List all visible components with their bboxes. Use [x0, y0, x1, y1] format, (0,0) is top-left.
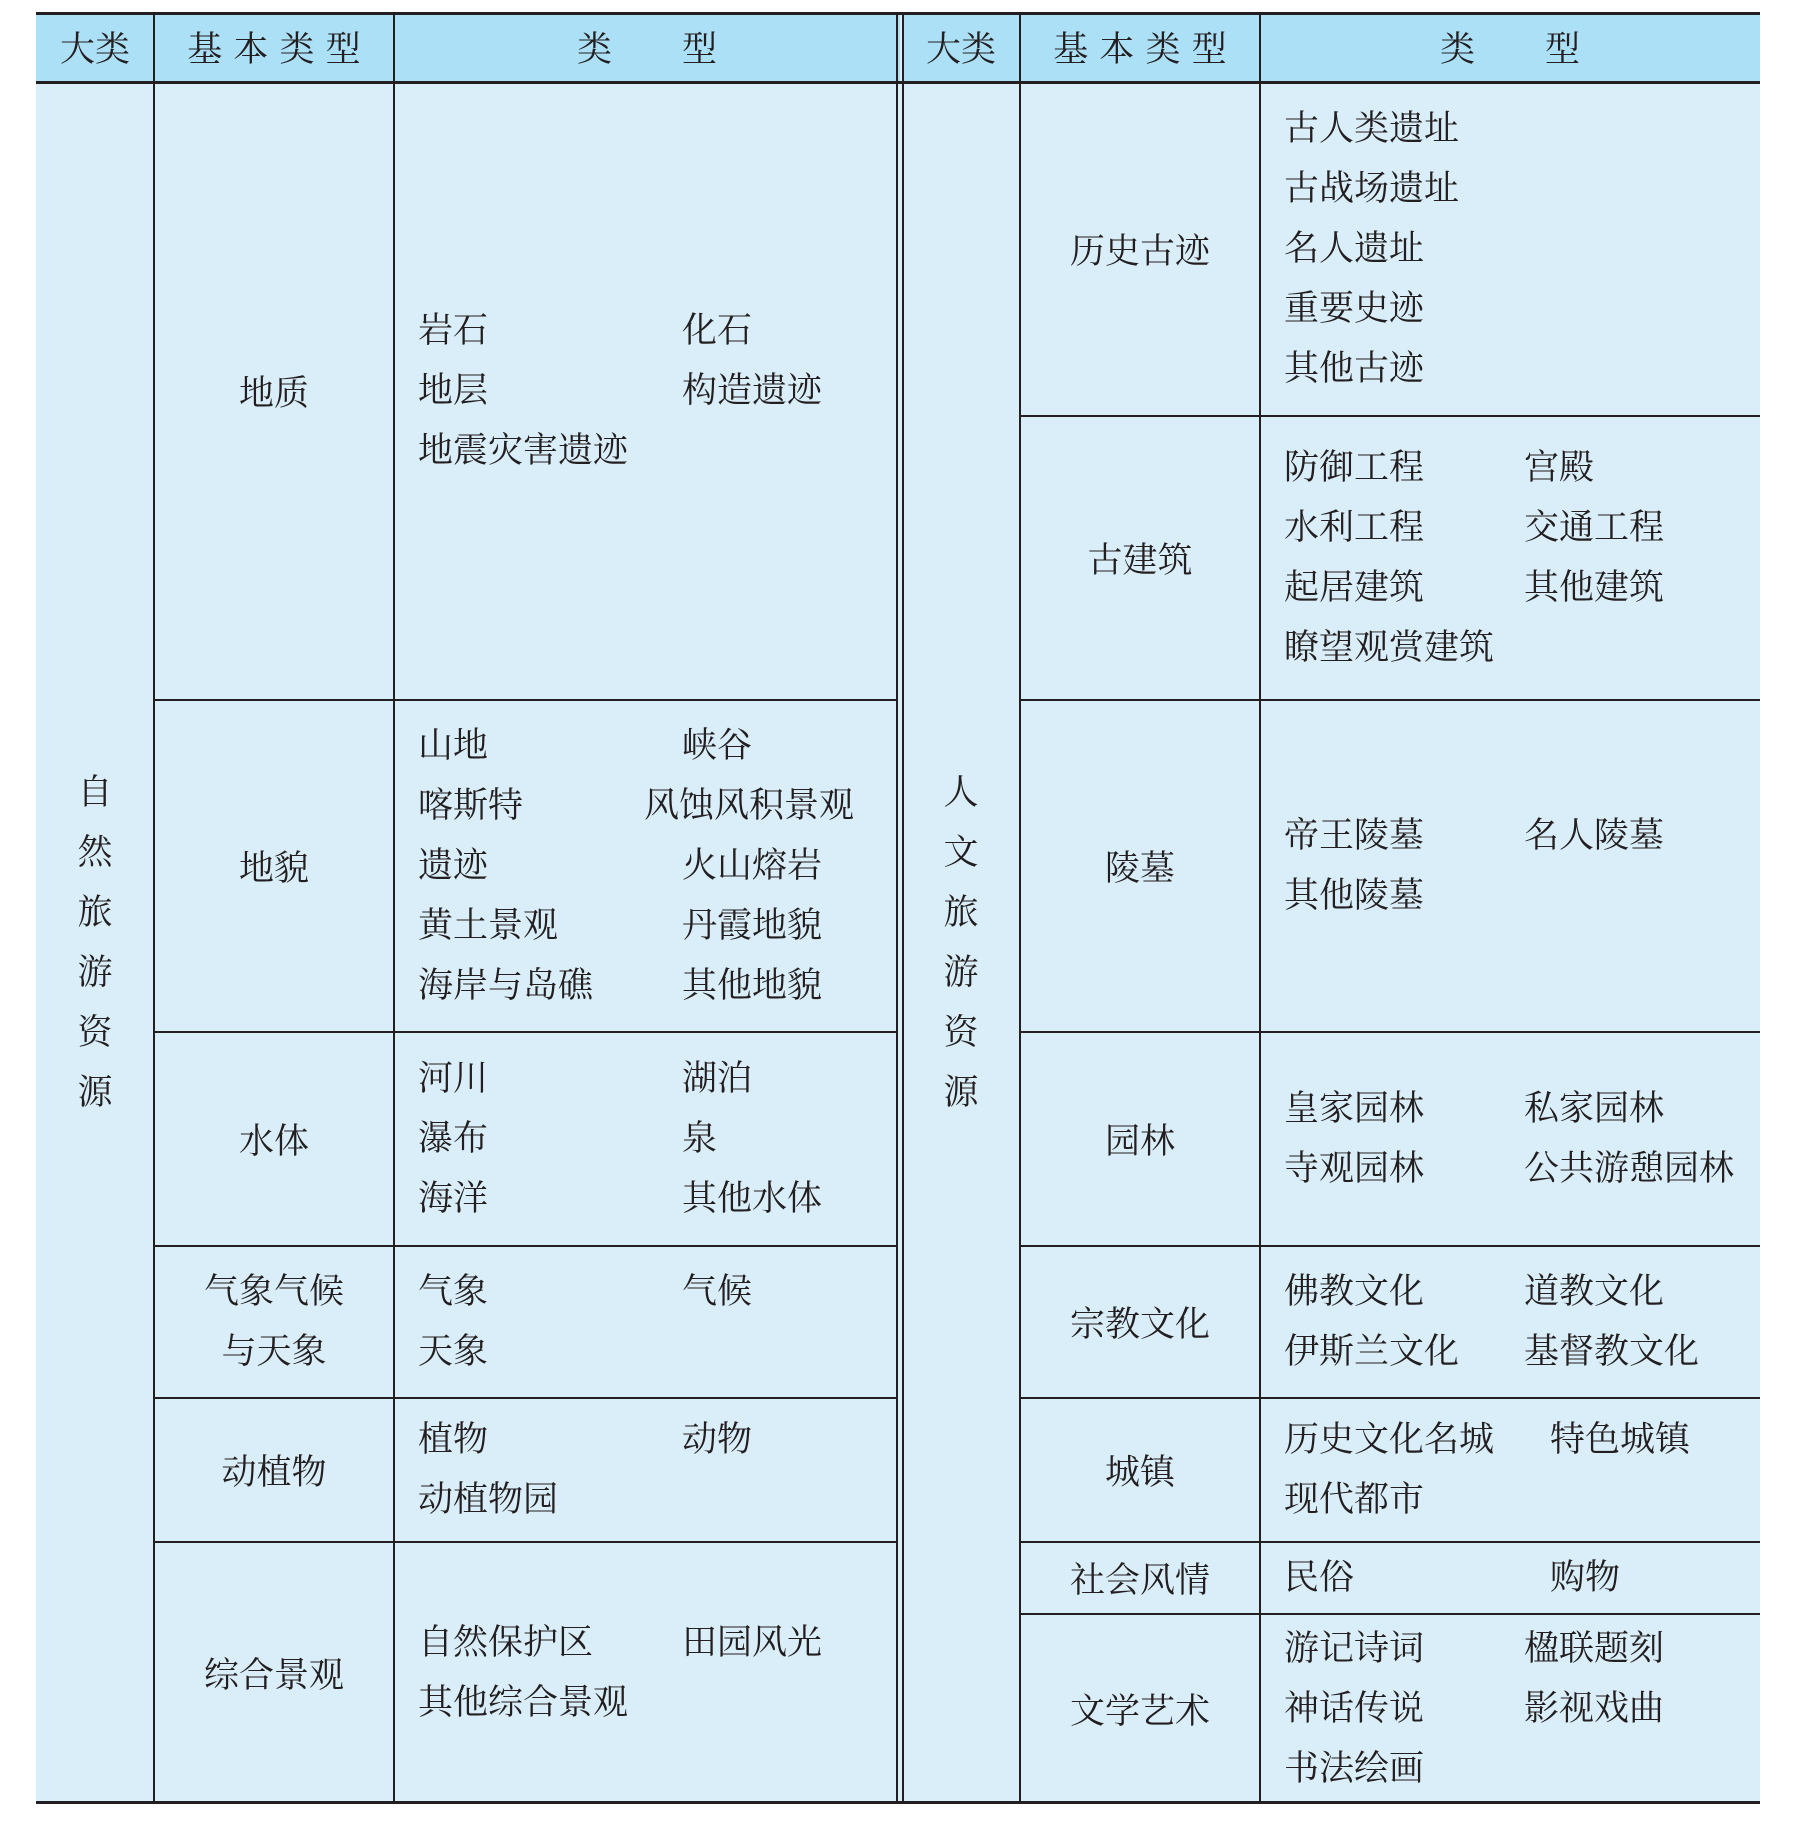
type-item: 其他陵墓: [1284, 876, 1425, 916]
type-row: [1284, 1262, 1760, 1322]
basic-type-historic-sites: [1020, 82, 1260, 416]
type-row: [418, 1169, 900, 1229]
type-item: 道教文化: [1524, 1272, 1665, 1312]
type-row: [1284, 558, 1760, 618]
big-category-char: 自: [77, 773, 113, 813]
header-label: 大类: [59, 30, 130, 70]
header-big-category-left: [36, 12, 154, 82]
basic-type-label: 水体: [238, 1122, 309, 1162]
type-item: 其他古迹: [1284, 349, 1425, 389]
basic-type-label: 地质: [238, 374, 309, 414]
type-row: [1284, 339, 1760, 399]
type-row: [418, 1673, 900, 1733]
type-row: [418, 776, 900, 836]
basic-type-geology: [154, 82, 394, 700]
type-row: [1284, 1139, 1760, 1199]
type-item: [1524, 99, 1784, 159]
type-item: 化石: [682, 311, 753, 351]
basic-type-social-customs: [1020, 1542, 1260, 1614]
type-item: [682, 1673, 922, 1733]
basic-type-label: 气象气候: [203, 1272, 344, 1312]
type-item: 河川: [418, 1059, 489, 1099]
type-row: [1284, 1470, 1760, 1530]
header-types-right: [1260, 12, 1760, 82]
type-row: [418, 1613, 900, 1673]
types-comprehensive: [394, 1542, 900, 1804]
types-water: [394, 1032, 900, 1246]
type-item: 湖泊: [682, 1059, 753, 1099]
type-item: 其他地貌: [682, 966, 823, 1006]
basic-type-water: [154, 1032, 394, 1246]
basic-type-label: 历史古迹: [1069, 232, 1210, 272]
type-row: [1284, 806, 1760, 866]
big-category-char: 游: [943, 953, 979, 993]
type-item: 名人遗址: [1284, 229, 1425, 269]
type-item: 其他综合景观: [418, 1683, 629, 1723]
basic-type-mausoleums: [1020, 700, 1260, 1032]
basic-type-label: 地貌: [238, 849, 309, 889]
type-row: [1284, 866, 1760, 926]
type-item: 泉: [682, 1119, 718, 1159]
header-label: 基 本 类 型: [1053, 30, 1227, 70]
type-item: 防御工程: [1284, 448, 1425, 488]
type-item: 交通工程: [1524, 508, 1665, 548]
rule-header-bottom: [36, 81, 1760, 84]
big-category-char: 人: [943, 773, 979, 813]
big-category-char: 资: [77, 1013, 113, 1053]
type-item: 特色城镇: [1550, 1420, 1691, 1460]
type-item: 海洋: [418, 1179, 489, 1219]
type-item: 地层: [418, 371, 489, 411]
type-item: 自然保护区: [418, 1623, 594, 1663]
type-item: 帝王陵墓: [1284, 816, 1425, 856]
rule-row: [1020, 415, 1760, 417]
types-religious-culture: [1260, 1246, 1760, 1398]
type-item: 民俗: [1284, 1558, 1355, 1598]
basic-type-climate: [154, 1246, 394, 1398]
types-social-customs: [1260, 1542, 1760, 1614]
resource-classification-table: [36, 12, 1760, 1804]
type-item: [1524, 339, 1784, 399]
rule-row: [1020, 1613, 1760, 1615]
type-row: [1284, 618, 1760, 678]
type-item: 动物: [682, 1420, 753, 1460]
big-category-char: 文: [943, 833, 979, 873]
type-row: [418, 1410, 900, 1470]
type-item: [682, 1322, 922, 1382]
header-basic-type-right: [1020, 12, 1260, 82]
type-row: [418, 956, 900, 1016]
basic-type-label: 文学艺术: [1069, 1692, 1210, 1732]
types-towns: [1260, 1398, 1760, 1542]
type-row: [1284, 1410, 1760, 1470]
rule-vertical: [1019, 12, 1021, 1804]
basic-type-label: 陵墓: [1104, 849, 1175, 889]
header-label: 大类: [925, 30, 996, 70]
basic-type-label: 与天象: [221, 1332, 327, 1372]
type-item: 书法绘画: [1284, 1749, 1425, 1789]
type-item: 火山熔岩: [682, 846, 823, 886]
type-item: 其他水体: [682, 1179, 823, 1219]
rule-row: [1020, 1397, 1760, 1399]
type-item: 地震灾害遗迹: [418, 431, 629, 471]
type-row: [1284, 99, 1760, 159]
header-label: 类 型: [1439, 30, 1580, 70]
type-item: 私家园林: [1524, 1089, 1665, 1129]
types-flora-fauna: [394, 1398, 900, 1542]
type-row: [1284, 1619, 1760, 1679]
types-mausoleums: [1260, 700, 1760, 1032]
type-row: [418, 716, 900, 776]
type-item: 岩石: [418, 311, 489, 351]
type-row: [1284, 219, 1760, 279]
type-item: 喀斯特: [418, 786, 524, 826]
big-category-char: 源: [943, 1073, 979, 1113]
type-item: 历史文化名城: [1284, 1420, 1495, 1460]
type-row: [1284, 1739, 1760, 1799]
types-gardens: [1260, 1032, 1760, 1246]
big-category-char: 游: [77, 953, 113, 993]
rule-row: [154, 1541, 897, 1543]
type-row: [1284, 279, 1760, 339]
types-geology: [394, 82, 900, 700]
header-types-left: [394, 12, 900, 82]
basic-type-literature-art: [1020, 1614, 1260, 1804]
type-item: 楹联题刻: [1524, 1629, 1665, 1669]
type-row: [418, 361, 900, 421]
big-category-char: 源: [77, 1073, 113, 1113]
type-item: 公共游憩园林: [1524, 1149, 1735, 1189]
type-item: 基督教文化: [1524, 1332, 1700, 1372]
types-literature-art: [1260, 1614, 1760, 1804]
type-item: 气候: [682, 1272, 753, 1312]
type-row: [1284, 1679, 1760, 1739]
header-label: 基 本 类 型: [187, 30, 361, 70]
type-item: 重要史迹: [1284, 289, 1425, 329]
type-item: 伊斯兰文化: [1284, 1332, 1460, 1372]
type-row: [418, 836, 900, 896]
rule-row: [154, 1397, 897, 1399]
type-item: [1524, 618, 1784, 678]
basic-type-label: 综合景观: [203, 1656, 344, 1696]
type-item: 瀑布: [418, 1119, 489, 1159]
type-item: [682, 1470, 922, 1530]
rule-row: [154, 1245, 897, 1247]
type-row: [418, 1470, 900, 1530]
rule-vertical: [393, 12, 395, 1804]
type-item: 影视戏曲: [1524, 1689, 1665, 1729]
type-item: 丹霞地貌: [682, 906, 823, 946]
basic-type-flora-fauna: [154, 1398, 394, 1542]
big-category-char: 然: [77, 833, 113, 873]
rule-row: [154, 1031, 897, 1033]
basic-type-religious-culture: [1020, 1246, 1260, 1398]
type-row: [1284, 159, 1760, 219]
type-item: 名人陵墓: [1524, 816, 1665, 856]
basic-type-label: 园林: [1104, 1122, 1175, 1162]
type-item: 宫殿: [1524, 448, 1595, 488]
type-item: [1524, 1470, 1784, 1530]
type-row: [1284, 498, 1760, 558]
rule-bottom: [36, 1801, 1760, 1804]
rule-center-a: [896, 12, 898, 1804]
type-item: 气象: [418, 1272, 489, 1312]
header-basic-type-left: [154, 12, 394, 82]
type-row: [1284, 438, 1760, 498]
natural-big-category: [36, 82, 154, 1804]
type-item: [1524, 159, 1784, 219]
basic-type-landform: [154, 700, 394, 1032]
rule-vertical: [1259, 12, 1261, 1804]
rule-row: [154, 699, 897, 701]
big-category-char: 旅: [77, 893, 113, 933]
type-item: 皇家园林: [1284, 1089, 1425, 1129]
type-item: [1524, 1739, 1784, 1799]
basic-type-gardens: [1020, 1032, 1260, 1246]
big-category-char: 资: [943, 1013, 979, 1053]
basic-type-towns: [1020, 1398, 1260, 1542]
type-row: [418, 1322, 900, 1382]
type-row: [418, 1262, 900, 1322]
type-item: 佛教文化: [1284, 1272, 1425, 1312]
types-climate: [394, 1246, 900, 1398]
type-row: [418, 421, 900, 481]
type-item: 神话传说: [1284, 1689, 1425, 1729]
basic-type-comprehensive: [154, 1542, 394, 1804]
type-item: 黄土景观: [418, 906, 559, 946]
rule-row: [1020, 1031, 1760, 1033]
type-item: 瞭望观赏建筑: [1284, 628, 1495, 668]
big-category-char: 旅: [943, 893, 979, 933]
type-item: [1524, 219, 1784, 279]
rule-top: [36, 12, 1760, 15]
basic-type-ancient-architecture: [1020, 416, 1260, 700]
rule-row: [1020, 1245, 1760, 1247]
header-label: 类 型: [576, 30, 717, 70]
basic-type-label: 宗教文化: [1069, 1305, 1210, 1345]
types-historic-sites: [1260, 82, 1760, 416]
rule-vertical: [153, 12, 155, 1804]
basic-type-label: 古建筑: [1087, 541, 1193, 581]
type-item: 植物: [418, 1420, 489, 1460]
basic-type-label: 社会风情: [1069, 1561, 1210, 1601]
type-item: 购物: [1550, 1558, 1621, 1598]
type-item: [1524, 866, 1784, 926]
type-item: [1524, 279, 1784, 339]
types-ancient-architecture: [1260, 416, 1760, 700]
rule-row: [1020, 1541, 1760, 1543]
type-item: 山地: [418, 726, 489, 766]
type-row: [418, 301, 900, 361]
type-row: [1284, 1322, 1760, 1382]
rule-row: [1020, 699, 1760, 701]
type-item: 构造遗迹: [682, 371, 823, 411]
basic-type-label: 城镇: [1104, 1453, 1175, 1493]
basic-type-label: 动植物: [221, 1453, 327, 1493]
type-item: 水利工程: [1284, 508, 1425, 548]
type-item: 游记诗词: [1284, 1629, 1425, 1669]
type-item: 其他建筑: [1524, 568, 1665, 608]
type-row: [418, 1109, 900, 1169]
type-item: 现代都市: [1284, 1480, 1425, 1520]
type-row: [418, 1049, 900, 1109]
type-item: [682, 421, 922, 481]
type-item: 寺观园林: [1284, 1149, 1425, 1189]
type-item: 天象: [418, 1332, 489, 1372]
type-item: 峡谷: [682, 726, 753, 766]
type-row: [1284, 1079, 1760, 1139]
types-landform: [394, 700, 900, 1032]
type-item: 起居建筑: [1284, 568, 1425, 608]
rule-center-b: [902, 12, 904, 1804]
type-row: [418, 896, 900, 956]
header-big-category-right: [902, 12, 1020, 82]
type-item: 风蚀风积景观: [644, 786, 855, 826]
type-item: 古人类遗址: [1284, 109, 1460, 149]
type-item: 海岸与岛礁: [418, 966, 594, 1006]
type-item: 古战场遗址: [1284, 169, 1460, 209]
type-item: 田园风光: [682, 1623, 823, 1663]
type-item: 动植物园: [418, 1480, 559, 1520]
type-item: 遗迹: [418, 846, 489, 886]
type-row: [1284, 1548, 1760, 1608]
